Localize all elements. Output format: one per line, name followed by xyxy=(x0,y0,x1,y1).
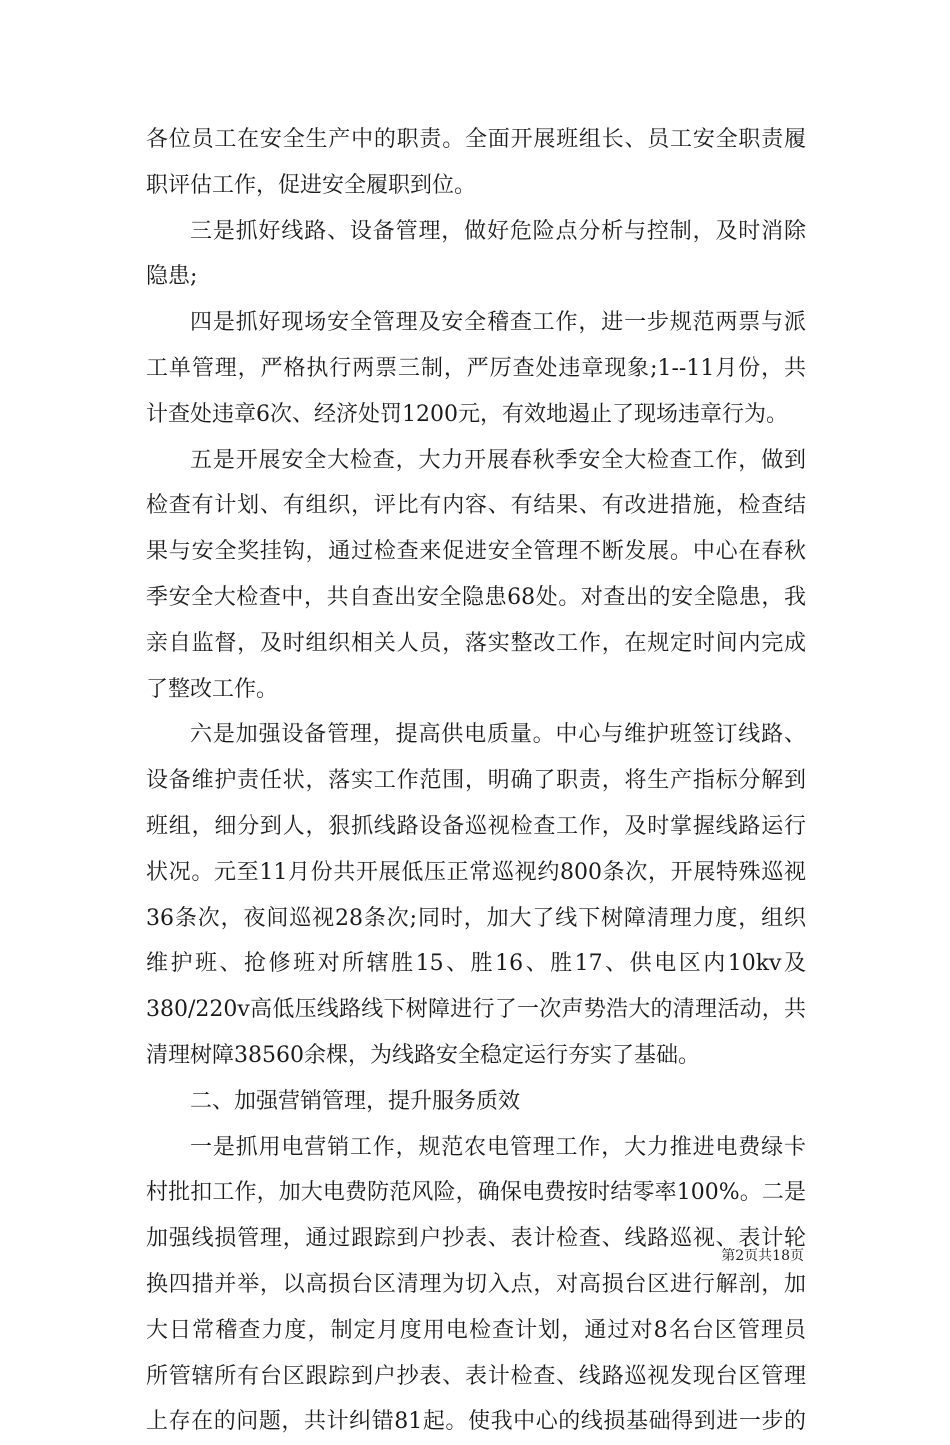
text-line: 维护班、抢修班对所辖胜15、胜16、胜17、供电区内10kv及 xyxy=(146,951,806,977)
text-line: 隐患; xyxy=(146,264,198,290)
text-line: 工单管理，严格执行两票三制，严厉查处违章现象;1--11月份，共 xyxy=(146,355,806,381)
text-line: 果与安全奖挂钩，通过检查来促进安全管理不断发展。中心在春秋 xyxy=(146,539,806,565)
text-line: 计查处违章6次、经济处罚1200元，有效地遏止了现场违章行为。 xyxy=(146,401,788,427)
text-line: 各位员工在安全生产中的职责。全面开展班组长、员工安全职责履 xyxy=(146,127,806,152)
text-line: 二、加强营销管理，提升服务质效 xyxy=(190,1088,521,1114)
text-line: 检查有计划、有组织，评比有内容、有结果、有改进措施，检查结 xyxy=(146,493,806,519)
text-line: 换四措并举，以高损台区清理为切入点，对高损台区进行解剖，加 xyxy=(146,1271,806,1297)
text-line: 清理树障38560余棵，为线路安全稳定运行夯实了基础。 xyxy=(146,1042,700,1068)
text-line: 加强线损管理，通过跟踪到户抄表、表计检查、线路巡视、表计轮 xyxy=(146,1226,806,1252)
text-line: 状况。元至11月份共开展低压正常巡视约800条次，开展特殊巡视 xyxy=(146,859,806,885)
text-line: 上存在的问题，共计纠错81起。使我中心的线损基础得到进一步的 xyxy=(146,1409,806,1435)
text-line: 设备维护责任状，落实工作范围，明确了职责，将生产指标分解到 xyxy=(146,768,806,794)
text-line: 季安全大检查中，共自查出安全隐患68处。对查出的安全隐患，我 xyxy=(146,584,806,610)
text-line: 职评估工作，促进安全履职到位。 xyxy=(146,172,477,198)
text-line: 五是开展安全大检查，大力开展春秋季安全大检查工作，做到 xyxy=(190,447,806,473)
text-line: 了整改工作。 xyxy=(146,676,279,702)
text-line: 六是加强设备管理，提高供电质量。中心与维护班签订线路、 xyxy=(190,722,806,748)
page-footer: 第2页共18页 xyxy=(721,1248,804,1264)
text-line: 三是抓好线路、设备管理，做好危险点分析与控制，及时消除 xyxy=(190,218,806,244)
text-line: 班组，细分到人，狠抓线路设备巡视检查工作，及时掌握线路运行 xyxy=(146,813,806,839)
text-line: 村批扣工作，加大电费防范风险，确保电费按时结零率100%。二是 xyxy=(146,1180,806,1206)
text-line: 一是抓用电营销工作，规范农电管理工作，大力推进电费绿卡 xyxy=(190,1134,806,1160)
text-line: 大日常稽查力度，制定月度用电检查计划，通过对8名台区管理员 xyxy=(146,1317,806,1343)
text-line: 四是抓好现场安全管理及安全稽查工作，进一步规范两票与派 xyxy=(190,310,806,336)
text-line: 36条次，夜间巡视28条次;同时，加大了线下树障清理力度，组织 xyxy=(146,905,806,931)
document-body xyxy=(146,117,806,1445)
text-line: 所管辖所有台区跟踪到户抄表、表计检查、线路巡视发现台区管理 xyxy=(146,1363,806,1389)
text-line: 380/220v高低压线路线下树障进行了一次声势浩大的清理活动，共 xyxy=(146,997,806,1023)
text-line: 亲自监督，及时组织相关人员，落实整改工作，在规定时间内完成 xyxy=(146,630,806,656)
